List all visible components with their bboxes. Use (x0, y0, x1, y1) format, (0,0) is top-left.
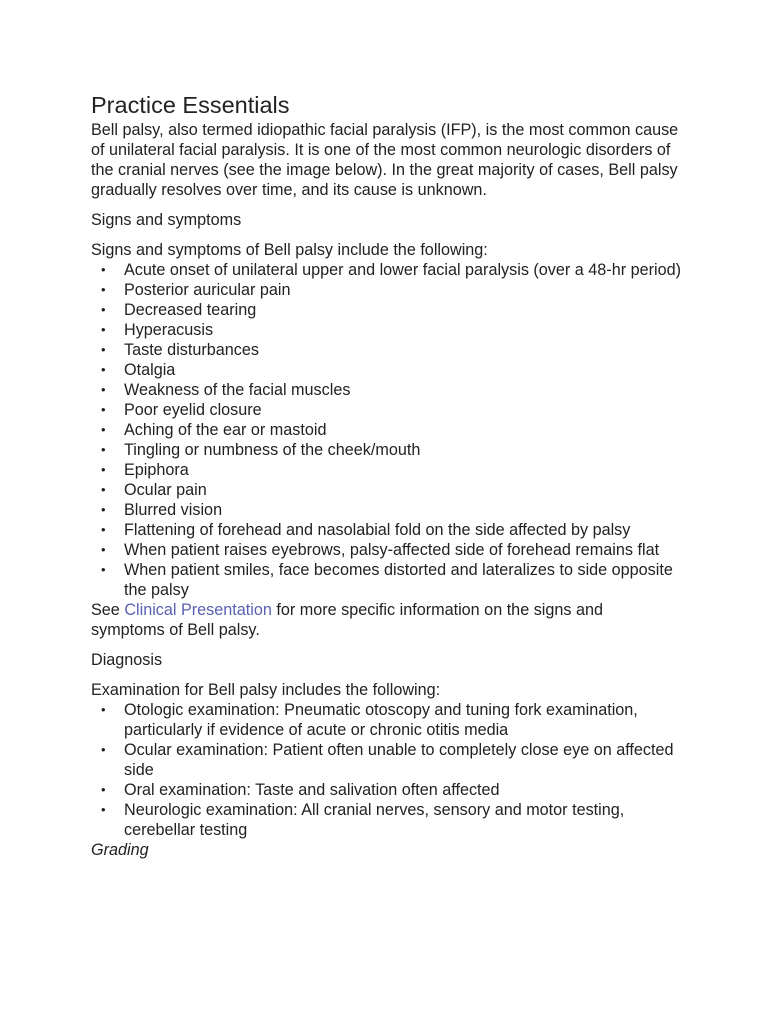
bullet-icon: • (101, 482, 106, 497)
bullet-icon: • (101, 742, 106, 757)
list-item: • Ocular pain (101, 481, 207, 499)
bullet-icon: • (101, 442, 106, 457)
list-item: • When patient smiles, face becomes distorted and lateralizes to side opposite the palsy (101, 561, 673, 599)
list-item: • Blurred vision (101, 501, 223, 519)
list-item: • Otalgia (101, 361, 176, 379)
bullet-icon: • (101, 362, 106, 377)
signs-heading: Signs and symptoms (91, 211, 242, 229)
clinical-presentation-link[interactable]: Clinical Presentation (124, 601, 272, 619)
bullet-icon: • (101, 802, 106, 817)
bullet-icon: • (101, 322, 106, 337)
bullet-icon: • (101, 542, 106, 557)
list-item: • Tingling or numbness of the cheek/mouth (101, 441, 421, 459)
see-also-paragraph: See Clinical Presentation for more specific information on the signs and symptoms of Bell palsy. (91, 601, 603, 639)
bullet-icon: • (101, 342, 106, 357)
signs-lead: Signs and symptoms of Bell palsy include the following: (91, 241, 488, 259)
list-item: • Aching of the ear or mastoid (101, 421, 327, 439)
bullet-icon: • (101, 382, 106, 397)
list-item: • Oral examination: Taste and salivation often affected (101, 781, 500, 799)
list-item: • Poor eyelid closure (101, 401, 262, 419)
list-item: • Epiphora (101, 461, 189, 479)
bullet-icon: • (101, 782, 106, 797)
bullet-icon: • (101, 562, 106, 577)
diagnosis-list (91, 700, 681, 840)
list-item: • Acute onset of unilateral upper and lower facial paralysis (over a 48-hr period) (101, 261, 681, 279)
bullet-icon: • (101, 502, 106, 517)
bullet-icon: • (101, 282, 106, 297)
document-page (91, 90, 681, 860)
diagnosis-heading: Diagnosis (91, 651, 163, 669)
bullet-icon: • (101, 422, 106, 437)
signs-list (91, 260, 681, 600)
list-item: • Hyperacusis (101, 321, 214, 339)
bullet-icon: • (101, 262, 106, 277)
bullet-icon: • (101, 402, 106, 417)
page-title: Practice Essentials (91, 92, 290, 118)
bullet-icon: • (101, 702, 106, 717)
list-item: • Ocular examination: Patient often unable to completely close eye on affected side (101, 741, 674, 779)
list-item: • Flattening of forehead and nasolabial fold on the side affected by palsy (101, 521, 631, 539)
bullet-icon: • (101, 462, 106, 477)
grading-heading: Grading (91, 841, 149, 859)
list-item: • When patient raises eyebrows, palsy-affected side of forehead remains flat (101, 541, 660, 559)
bullet-icon: • (101, 302, 106, 317)
list-item: • Posterior auricular pain (101, 281, 291, 299)
list-item: • Taste disturbances (101, 341, 259, 359)
list-item: • Neurologic examination: All cranial nerves, sensory and motor testing, cerebellar testing (101, 801, 625, 839)
list-item: • Decreased tearing (101, 301, 257, 319)
list-item: • Otologic examination: Pneumatic otoscopy and tuning fork examination, particularly if evidence of acute or chronic otitis media (101, 701, 638, 739)
list-item: • Weakness of the facial muscles (101, 381, 351, 399)
bullet-icon: • (101, 522, 106, 537)
diagnosis-lead: Examination for Bell palsy includes the following: (91, 681, 441, 699)
intro-paragraph: Bell palsy, also termed idiopathic facial paralysis (IFP), is the most common cause of unilateral facial paralysis. It is one of the most common neurologic disorders of the cranial nerves (see the image below). In the great majority of cases, Bell palsy gradually resolves over time, and its cause is unknown. (91, 121, 679, 199)
